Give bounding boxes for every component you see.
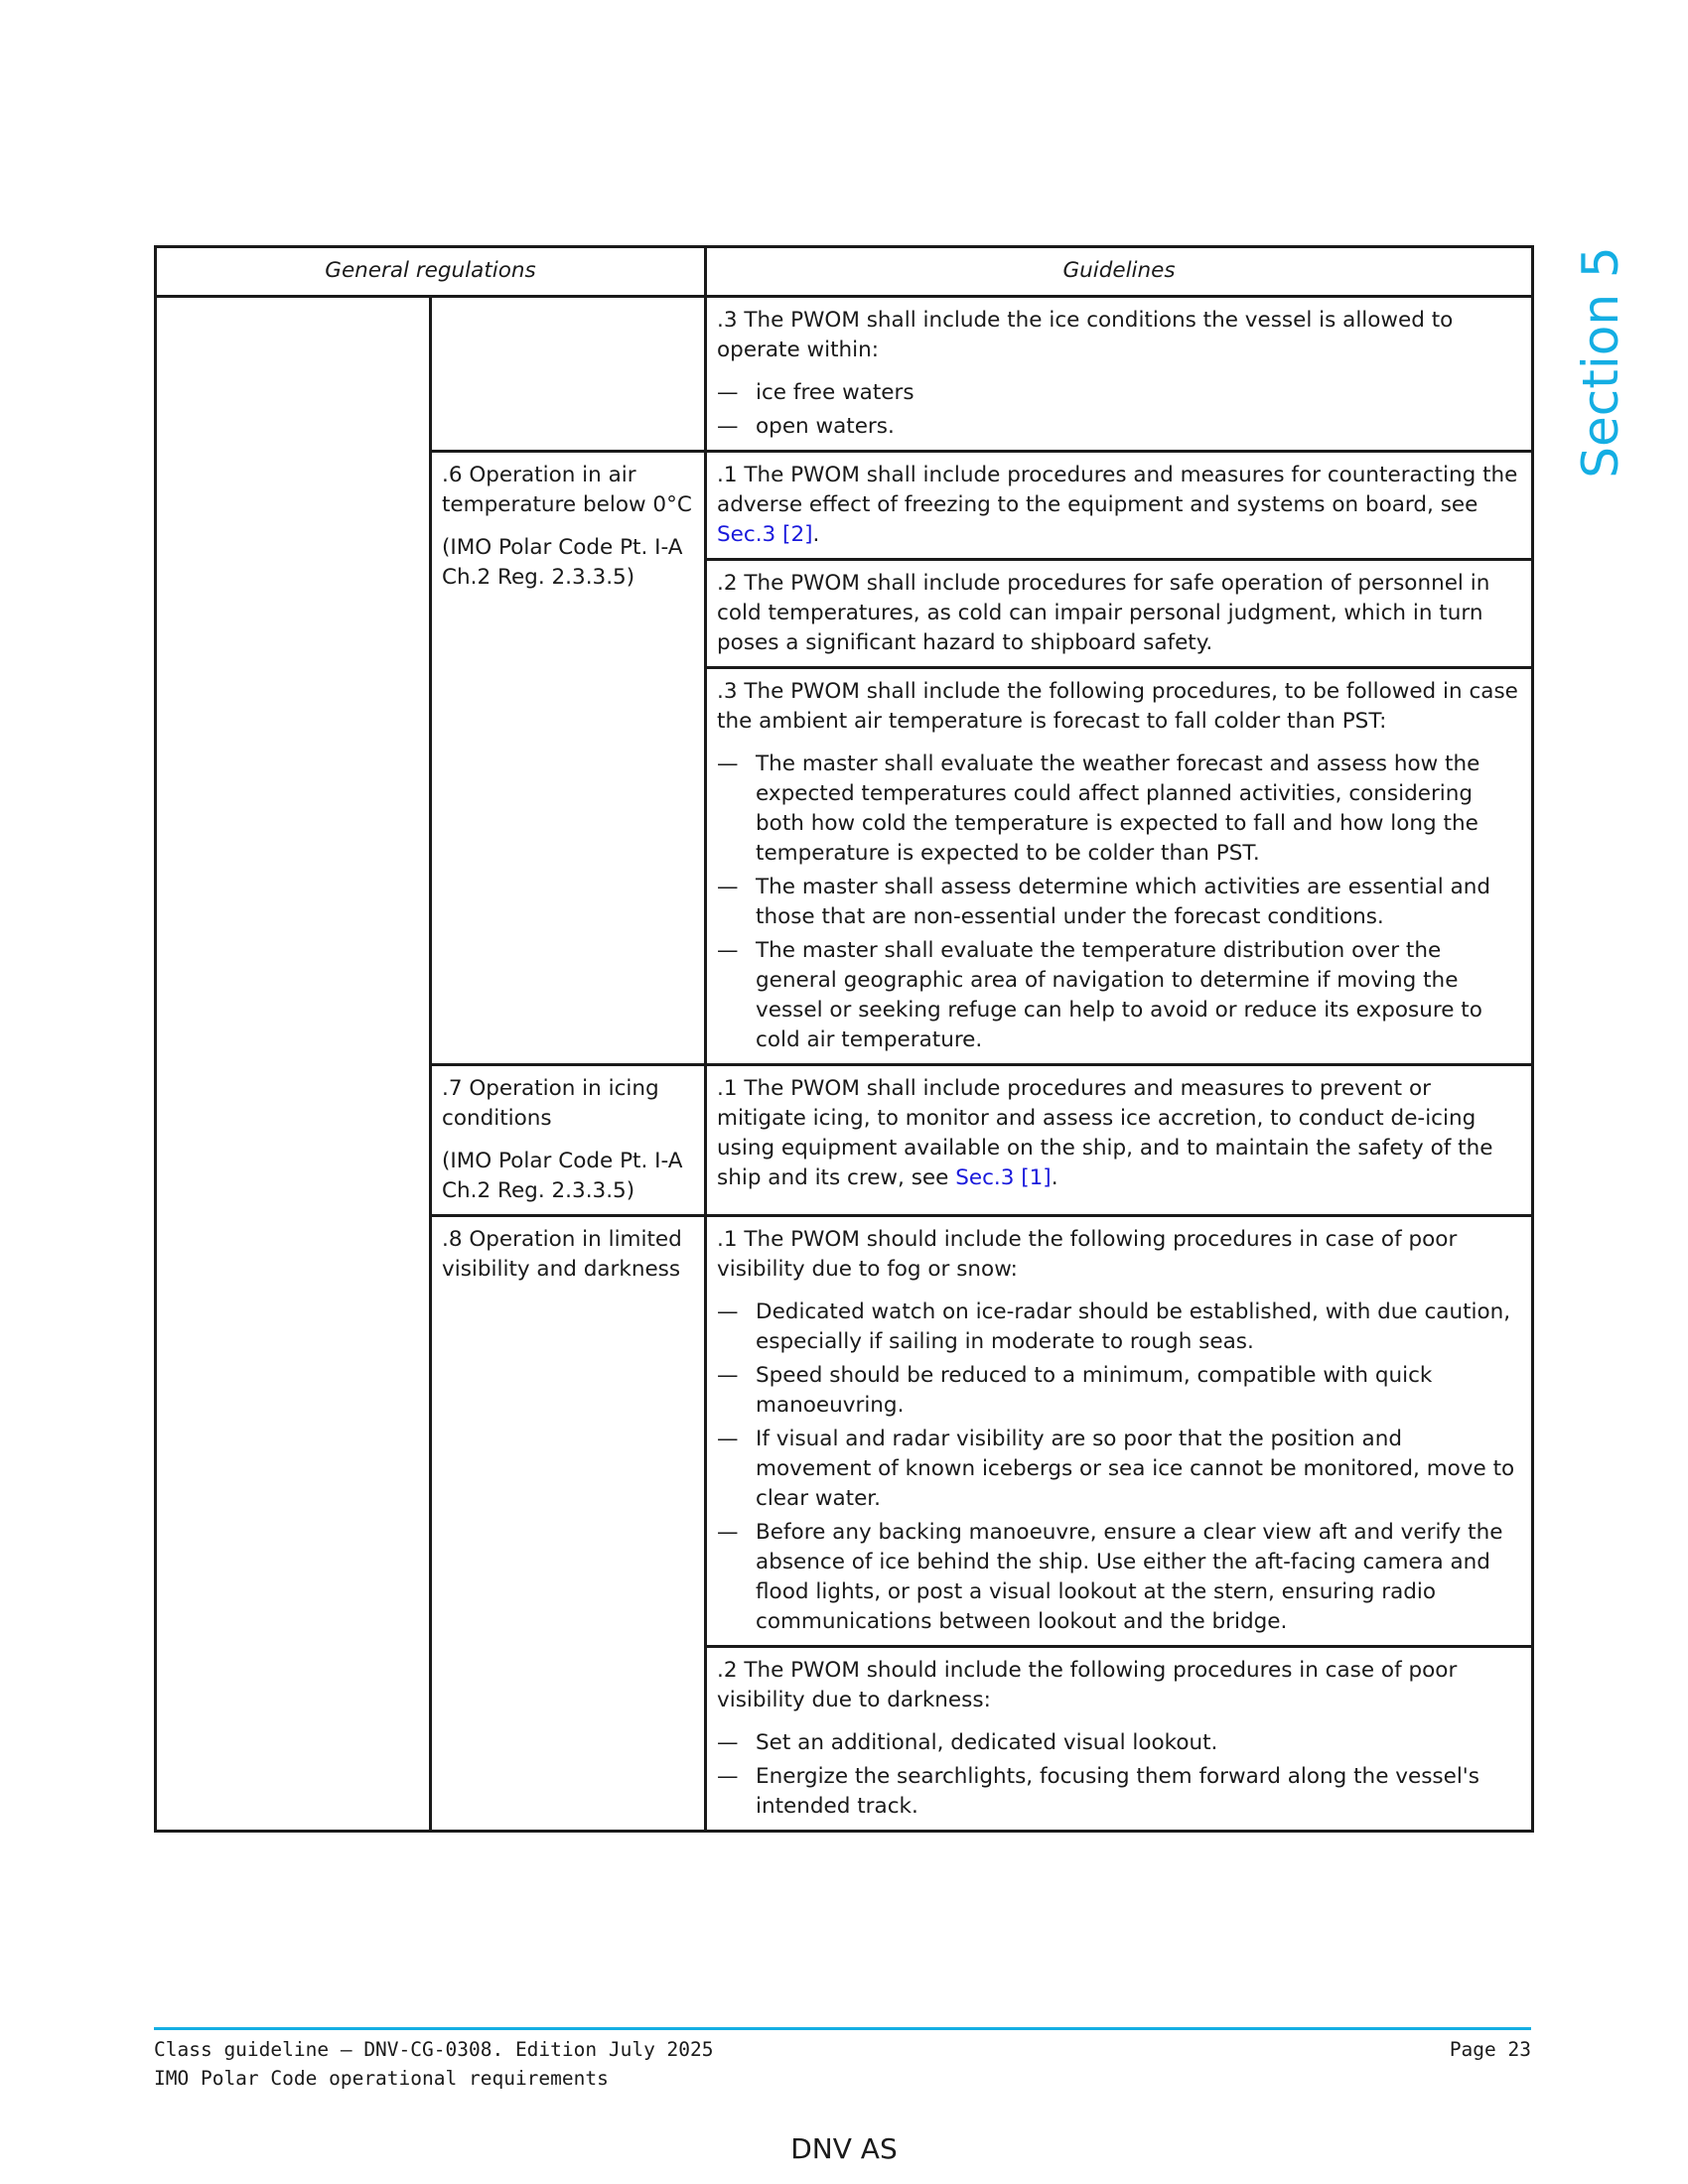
list-item: — The master shall evaluate the weather forecast and assess how the expected temperatures could affect planned activities, considering both how cold the temperature is expected to fall and how long the temperature is expected to be colder than PST. — [717, 750, 1521, 869]
footer-page-number: Page 23 — [1449, 2038, 1531, 2061]
list-item: — Set an additional, dedicated visual lookout. — [717, 1728, 1521, 1758]
guideline-text: .1 The PWOM shall include procedures and measures to prevent or mitigate icing, to monitor and assess ice accretion, to conduct de-icing using equipment available on the ship, and to maintain the safety of the ship and its crew, see Sec.3 [1]. — [717, 1076, 1493, 1190]
regulation-title: .7 Operation in icing conditions — [442, 1076, 659, 1131]
footer-divider — [154, 2027, 1531, 2030]
guideline-cell — [706, 668, 1533, 1065]
list-item: — Energize the searchlights, focusing them forward along the vessel's intended track. — [717, 1762, 1521, 1822]
guideline-cell — [706, 1647, 1533, 1832]
list-item: — If visual and radar visibility are so poor that the position and movement of known icebergs or sea ice cannot be monitored, move to clear water. — [717, 1425, 1521, 1514]
list-item: — The master shall evaluate the temperature distribution over the general geographic area of navigation to determine if moving the vessel or seeking refuge can help to avoid or reduce its exposure to cold air temperature. — [717, 936, 1521, 1055]
regulations-table — [154, 245, 1534, 1833]
regulation-cell — [431, 1065, 706, 1216]
guideline-cell — [706, 1065, 1533, 1216]
bullet-list — [717, 1297, 1521, 1637]
regulation-reference: (IMO Polar Code Pt. I-A Ch.2 Reg. 2.3.3.5) — [442, 1149, 683, 1203]
section-label — [1571, 246, 1630, 478]
guideline-intro: .3 The PWOM shall include the ice conditions the vessel is allowed to operate within: — [717, 308, 1454, 362]
regulation-cell-empty — [431, 297, 706, 452]
bullet-list — [717, 1728, 1521, 1822]
bullet-list — [717, 378, 1521, 442]
list-item: — open waters. — [717, 412, 1521, 442]
section-link[interactable]: Sec.3 [1] — [955, 1165, 1052, 1190]
section-link[interactable]: Sec.3 [2] — [717, 522, 813, 547]
list-item: — Before any backing manoeuvre, ensure a clear view aft and verify the absence of ice behind the ship. Use either the aft-facing camera and flood lights, or post a visual lookout at the stern, ensuring radio communications between lookout and the bridge. — [717, 1518, 1521, 1637]
guideline-intro: .1 The PWOM should include the following procedures in case of poor visibility due to fog or snow: — [717, 1227, 1458, 1282]
regulation-cell — [431, 452, 706, 1065]
footer-chapter-title: IMO Polar Code operational requirements — [154, 2067, 609, 2090]
guideline-intro: .3 The PWOM shall include the following procedures, to be followed in case the ambient air temperature is forecast to fall colder than PST: — [717, 679, 1518, 734]
list-item: — The master shall assess determine which activities are essential and those that are non-essential under the forecast conditions. — [717, 873, 1521, 932]
bullet-list — [717, 750, 1521, 1055]
guideline-cell — [706, 452, 1533, 560]
footer-company: DNV AS — [790, 2132, 898, 2165]
guideline-cell — [706, 560, 1533, 668]
regulation-cell — [431, 1216, 706, 1832]
section-label-text: Section 5 — [1572, 246, 1629, 478]
guideline-text: .1 The PWOM shall include procedures and measures for counteracting the adverse effect of freezing to the equipment and systems on board, see Sec.3 [2]. — [717, 463, 1518, 547]
guideline-cell — [706, 1216, 1533, 1647]
regulation-group-cell — [156, 297, 431, 1832]
header-guidelines: Guidelines — [706, 247, 1533, 297]
header-general-regulations: General regulations — [156, 247, 706, 297]
footer-document-title: Class guideline — DNV-CG-0308. Edition July 2025 — [154, 2038, 714, 2061]
list-item: — ice free waters — [717, 378, 1521, 408]
guideline-cell — [706, 297, 1533, 452]
regulation-reference: (IMO Polar Code Pt. I-A Ch.2 Reg. 2.3.3.5) — [442, 535, 683, 590]
regulation-title: .8 Operation in limited visibility and darkness — [442, 1227, 682, 1282]
guideline-text: .2 The PWOM shall include procedures for safe operation of personnel in cold temperatures, as cold can impair personal judgment, which in turn poses a significant hazard to shipboard safety. — [717, 571, 1490, 655]
guideline-intro: .2 The PWOM should include the following procedures in case of poor visibility due to darkness: — [717, 1658, 1458, 1712]
list-item: — Dedicated watch on ice-radar should be established, with due caution, especially if sailing in moderate to rough seas. — [717, 1297, 1521, 1357]
regulation-title: .6 Operation in air temperature below 0°C — [442, 463, 692, 517]
list-item: — Speed should be reduced to a minimum, compatible with quick manoeuvring. — [717, 1361, 1521, 1421]
table-row — [156, 297, 1533, 452]
table-header-row — [156, 247, 1533, 297]
